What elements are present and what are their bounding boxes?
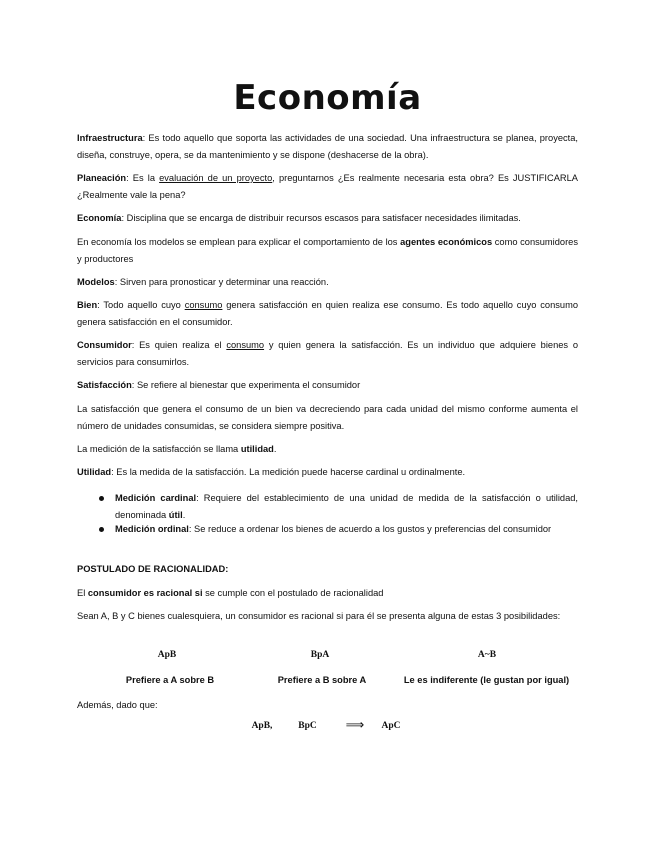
term-utilidad: Utilidad — [77, 467, 112, 477]
paragraph-consumidor — [77, 337, 578, 371]
term-medicion-ordinal: Medición ordinal — [115, 524, 189, 534]
paragraph-text: : Requiere del establecimiento de una unidad de medida de la satisfacción o utilidad, denominada — [115, 493, 578, 520]
paragraph-posibilidades — [77, 608, 578, 625]
paragraph-text: : Es quien realiza el — [131, 340, 227, 350]
paragraph-text: . — [273, 444, 277, 454]
caption-prefiere-a: Prefiere a A sobre B — [125, 675, 215, 685]
paragraph-text: En economía los modelos se emplean para explicar el comportamiento de los — [77, 237, 401, 247]
paragraph-planeacion — [77, 170, 578, 204]
paragraph-text: genera satisfacción en quien realiza ese consumo. Es todo aquello cuyo consumo genera satisfacción en el consumidor. — [77, 300, 578, 327]
bold-text: agentes económicos — [400, 237, 493, 247]
bold-text: consumidor es racional si — [87, 588, 203, 598]
section-heading-racionalidad — [77, 561, 578, 578]
paragraph-economia — [77, 210, 578, 227]
paragraph-medicion — [77, 441, 578, 458]
term-satisfaccion: Satisfacción — [77, 380, 132, 390]
transitivity-left: ApB, — [251, 721, 273, 731]
paragraph-bien — [77, 297, 578, 331]
paragraph-text: . — [182, 510, 186, 520]
paragraph-ademas — [77, 697, 578, 714]
relation-apb: ApB — [157, 650, 177, 660]
paragraph-text: : Es la — [126, 173, 160, 183]
paragraph-consumidor-racional — [77, 585, 578, 602]
bullet-icon — [99, 527, 104, 532]
bold-text: útil — [168, 510, 183, 520]
paragraph-text: El — [77, 588, 88, 598]
bullet-icon — [99, 496, 104, 501]
paragraph-text: La medición de la satisfacción se llama — [77, 444, 241, 454]
paragraph-text: : Disciplina que se encarga de distribuir recursos escasos para satisfacer necesidades ilimitadas. — [121, 213, 521, 223]
heading-text: POSTULADO DE RACIONALIDAD: — [77, 564, 229, 574]
paragraph-text: se cumple con el postulado de racionalidad — [202, 588, 384, 598]
transitivity-right: ApC — [381, 721, 401, 731]
term-modelos: Modelos — [77, 277, 115, 287]
paragraph-text: , preguntarnos ¿Es realmente necesaria esta obra? Es JUSTIFICARLA ¿Realmente vale la pena? — [77, 173, 578, 200]
paragraph-satisfaccion-decreciente — [77, 401, 578, 435]
caption-indiferente: Le es indiferente (le gustan por igual) — [403, 675, 570, 685]
paragraph-text: Sean A, B y C bienes cualesquiera, un consumidor es racional si para él se presenta alguna de estas 3 posibilidades: — [77, 611, 561, 621]
paragraph-text: : Es todo aquello que soporta las actividades de una sociedad. Una infraestructura se planea, proyecta, diseña, construye, opera, se da mantenimiento y se dispone (deshacerse de la obra). — [77, 133, 578, 160]
relation-bpa: BpA — [310, 650, 330, 660]
paragraph-text: Además, dado que: — [77, 700, 158, 710]
list-item-text — [115, 521, 578, 538]
term-infraestructura: Infraestructura — [77, 133, 143, 143]
list-item-medicion-cardinal — [99, 490, 578, 524]
paragraph-text: : Sirven para pronosticar y determinar una reacción. — [114, 277, 329, 287]
caption-prefiere-b: Prefiere a B sobre A — [277, 675, 367, 685]
paragraph-text: como consumidores y productores — [77, 237, 579, 264]
underlined-text: consumo — [226, 340, 265, 350]
bold-text: utilidad — [240, 444, 274, 454]
paragraph-utilidad — [77, 464, 578, 481]
paragraph-modelos-intro — [77, 234, 578, 268]
implies-arrow-icon: ⟹ — [345, 718, 365, 733]
paragraph-text: : Se refiere al bienestar que experimenta el consumidor — [131, 380, 361, 390]
paragraph-text: : Se reduce a ordenar los bienes de acuerdo a los gustos y preferencias del consumidor — [188, 524, 552, 534]
transitivity-mid: BpC — [298, 721, 317, 731]
term-consumidor: Consumidor — [77, 340, 132, 350]
term-planeacion: Planeación — [77, 173, 127, 183]
underlined-text: consumo — [184, 300, 223, 310]
underlined-text: evaluación de un proyecto — [159, 173, 273, 183]
paragraph-text: La satisfacción que genera el consumo de un bien va decreciendo para cada unidad del mismo conforme aumenta el número de unidades consumidas, se considera siempre positiva. — [77, 404, 578, 431]
term-bien: Bien — [77, 300, 98, 310]
paragraph-text: y quien genera la satisfacción. Es un individuo que adquiere bienes o servicios para consumirlos. — [77, 340, 578, 367]
page-title: Economía — [233, 78, 422, 118]
paragraph-modelos — [77, 274, 578, 291]
list-item-text — [115, 490, 578, 524]
paragraph-satisfaccion — [77, 377, 578, 394]
paragraph-infraestructura — [77, 130, 578, 164]
paragraph-text: : Todo aquello cuyo — [97, 300, 185, 310]
relation-indiferencia: A~B — [477, 650, 497, 660]
paragraph-text: : Es la medida de la satisfacción. La medición puede hacerse cardinal u ordinalmente. — [111, 467, 466, 477]
term-medicion-cardinal: Medición cardinal — [115, 493, 197, 503]
term-economia: Economía — [77, 213, 122, 223]
list-item-medicion-ordinal — [99, 521, 578, 538]
